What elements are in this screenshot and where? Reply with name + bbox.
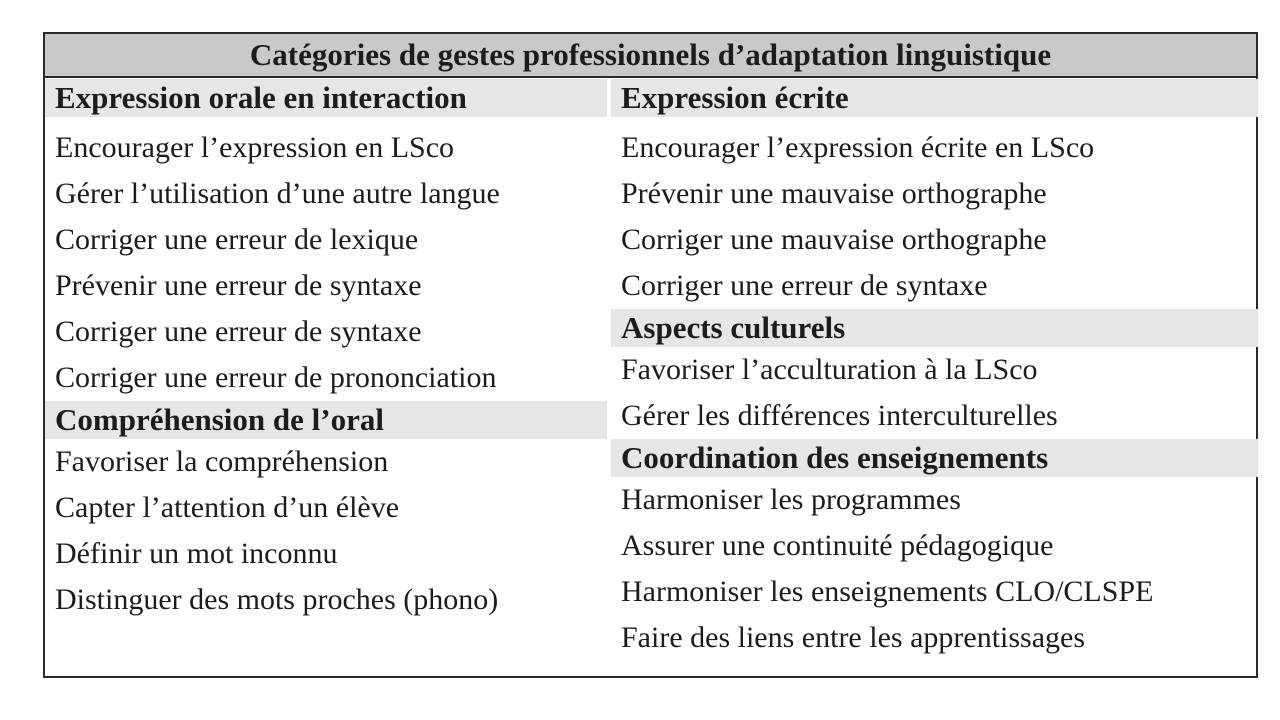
category-header: Aspects culturels: [611, 309, 1258, 347]
category-header: Compréhension de l’oral: [45, 401, 607, 439]
category-coordination: [611, 439, 1258, 661]
list-item: Faire des liens entre les apprentissages: [621, 621, 1086, 654]
category-aspects-culturels: [611, 309, 1258, 439]
list-item: Corriger une erreur de prononciation: [55, 361, 497, 394]
left-column: [45, 79, 607, 623]
list-item: Assurer une continuité pédagogique: [621, 529, 1054, 562]
right-column: [611, 79, 1258, 661]
list-item: Harmoniser les programmes: [621, 483, 961, 516]
list-item: Capter l’attention d’un élève: [55, 491, 400, 524]
category-comprehension-oral: [45, 401, 607, 623]
list-item: Favoriser la compréhension: [55, 445, 389, 478]
list-item: Harmoniser les enseignements CLO/CLSPE: [621, 575, 1154, 608]
list-item: Distinguer des mots proches (phono): [55, 583, 499, 616]
category-header: Expression écrite: [611, 79, 1258, 117]
list-item: Favoriser l’acculturation à la LSco: [621, 353, 1038, 386]
list-item: Encourager l’expression écrite en LSco: [621, 131, 1095, 164]
list-item: Prévenir une erreur de syntaxe: [55, 269, 422, 302]
category-header: Expression orale en interaction: [45, 79, 607, 117]
table-title: Catégories de gestes professionnels d’adaptation linguistique: [45, 34, 1256, 78]
list-item: Prévenir une mauvaise orthographe: [621, 177, 1047, 210]
category-expression-ecrite: [611, 79, 1258, 309]
list-item: Corriger une erreur de syntaxe: [55, 315, 422, 348]
list-item: Encourager l’expression en LSco: [55, 131, 455, 164]
list-item: Corriger une erreur de syntaxe: [621, 269, 988, 302]
categories-table: [43, 32, 1258, 678]
list-item: Corriger une mauvaise orthographe: [621, 223, 1047, 256]
list-item: Définir un mot inconnu: [55, 537, 338, 570]
list-item: Gérer l’utilisation d’une autre langue: [55, 177, 500, 210]
category-header: Coordination des enseignements: [611, 439, 1258, 477]
list-item: Corriger une erreur de lexique: [55, 223, 419, 256]
category-expression-orale: [45, 79, 607, 401]
list-item: Gérer les différences interculturelles: [621, 399, 1058, 432]
